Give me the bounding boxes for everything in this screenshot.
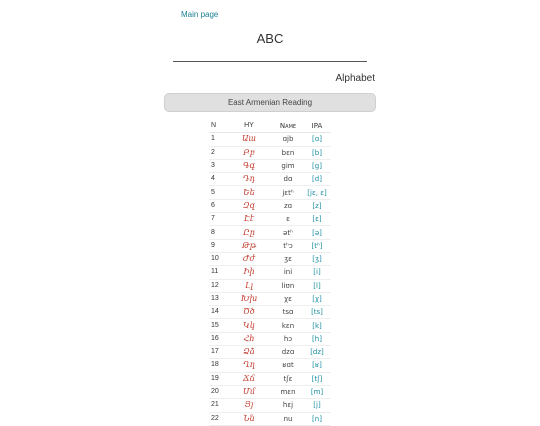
table-row xyxy=(209,239,331,252)
table-row xyxy=(209,146,331,159)
cell-ipa: [dz] xyxy=(303,346,331,359)
cell-ipa: [b] xyxy=(303,146,331,159)
cell-armenian-letter: Խխ xyxy=(225,292,273,305)
cell-letter-name: jɛtʰ xyxy=(273,186,303,199)
cell-armenian-letter: Յյ xyxy=(225,399,273,412)
cell-letter-name: mɛn xyxy=(273,385,303,398)
cell-letter-name: tʰɔ xyxy=(273,239,303,252)
table-row xyxy=(209,186,331,199)
table-row xyxy=(209,412,331,425)
cell-letter-name: ətʰ xyxy=(273,226,303,239)
cell-letter-name: dɑ xyxy=(273,173,303,186)
cell-armenian-letter: Նն xyxy=(225,412,273,425)
table-row xyxy=(209,306,331,319)
cell-number: 11 xyxy=(209,266,225,279)
cell-letter-name: dzɑ xyxy=(273,346,303,359)
column-header-n: N xyxy=(209,120,225,133)
cell-number: 1 xyxy=(209,133,225,146)
cell-ipa: [g] xyxy=(303,159,331,172)
table-row xyxy=(209,133,331,146)
cell-ipa: [m] xyxy=(303,385,331,398)
cell-letter-name: bɛn xyxy=(273,146,303,159)
table-row xyxy=(209,266,331,279)
cell-number: 6 xyxy=(209,199,225,212)
table-row xyxy=(209,226,331,239)
cell-number: 18 xyxy=(209,359,225,372)
cell-number: 16 xyxy=(209,332,225,345)
cell-number: 20 xyxy=(209,385,225,398)
cell-ipa: [ɑ] xyxy=(303,133,331,146)
cell-ipa: [i] xyxy=(303,266,331,279)
cell-ipa: [h] xyxy=(303,332,331,345)
cell-number: 8 xyxy=(209,226,225,239)
cell-number: 13 xyxy=(209,292,225,305)
cell-armenian-letter: Ժժ xyxy=(225,252,273,265)
cell-number: 10 xyxy=(209,252,225,265)
cell-letter-name: ɑjb xyxy=(273,133,303,146)
cell-number: 9 xyxy=(209,239,225,252)
cell-ipa: [k] xyxy=(303,319,331,332)
table-row xyxy=(209,252,331,265)
cell-armenian-letter: Կկ xyxy=(225,319,273,332)
cell-armenian-letter: Աա xyxy=(225,133,273,146)
cell-ipa: [ts] xyxy=(303,306,331,319)
title-divider xyxy=(173,61,367,62)
cell-letter-name: χɛ xyxy=(273,292,303,305)
page-title: ABC xyxy=(256,31,284,46)
cell-ipa: [ɛ] xyxy=(303,213,331,226)
table-row xyxy=(209,346,331,359)
cell-number: 15 xyxy=(209,319,225,332)
cell-ipa: [l] xyxy=(303,279,331,292)
cell-ipa: [d] xyxy=(303,173,331,186)
column-header-name: Name xyxy=(273,120,303,133)
cell-ipa: [tʃ] xyxy=(303,372,331,385)
east-armenian-reading-button[interactable]: East Armenian Reading xyxy=(164,93,376,112)
cell-number: 5 xyxy=(209,186,225,199)
main-page-link[interactable]: Main page xyxy=(181,10,219,19)
cell-letter-name: ʁɑt xyxy=(273,359,303,372)
cell-ipa: [n] xyxy=(303,412,331,425)
cell-ipa: [ʁ] xyxy=(303,359,331,372)
table-row xyxy=(209,319,331,332)
cell-letter-name: tsɑ xyxy=(273,306,303,319)
cell-number: 2 xyxy=(209,146,225,159)
table-row xyxy=(209,159,331,172)
cell-letter-name: hɔ xyxy=(273,332,303,345)
cell-letter-name: kɛn xyxy=(273,319,303,332)
cell-armenian-letter: Զզ xyxy=(225,199,273,212)
table-row xyxy=(209,292,331,305)
cell-ipa: [tʰ] xyxy=(303,239,331,252)
alphabet-table xyxy=(209,120,331,426)
cell-letter-name: hɛj xyxy=(273,399,303,412)
cell-letter-name: tʃɛ xyxy=(273,372,303,385)
cell-letter-name: liʊn xyxy=(273,279,303,292)
cell-armenian-letter: Թթ xyxy=(225,239,273,252)
table-row xyxy=(209,372,331,385)
cell-number: 12 xyxy=(209,279,225,292)
cell-number: 4 xyxy=(209,173,225,186)
cell-ipa: [χ] xyxy=(303,292,331,305)
column-header-hy: HY xyxy=(225,120,273,133)
cell-letter-name: gim xyxy=(273,159,303,172)
cell-letter-name: nu xyxy=(273,412,303,425)
table-row xyxy=(209,385,331,398)
cell-armenian-letter: Գգ xyxy=(225,159,273,172)
cell-ipa: [ʒ] xyxy=(303,252,331,265)
cell-number: 22 xyxy=(209,412,225,425)
cell-ipa: [ə] xyxy=(303,226,331,239)
cell-armenian-letter: Ըը xyxy=(225,226,273,239)
cell-ipa: [jɛ, ɛ] xyxy=(303,186,331,199)
cell-armenian-letter: Բբ xyxy=(225,146,273,159)
cell-armenian-letter: Մմ xyxy=(225,385,273,398)
cell-number: 7 xyxy=(209,213,225,226)
cell-number: 17 xyxy=(209,346,225,359)
cell-armenian-letter: Հհ xyxy=(225,332,273,345)
section-label: Alphabet xyxy=(335,73,375,84)
cell-armenian-letter: Դդ xyxy=(225,173,273,186)
cell-armenian-letter: Իի xyxy=(225,266,273,279)
cell-armenian-letter: Լլ xyxy=(225,279,273,292)
cell-number: 19 xyxy=(209,372,225,385)
table-row xyxy=(209,173,331,186)
cell-armenian-letter: Եե xyxy=(225,186,273,199)
table-row xyxy=(209,399,331,412)
cell-ipa: [z] xyxy=(303,199,331,212)
cell-letter-name: ɛ xyxy=(273,213,303,226)
cell-armenian-letter: Ձձ xyxy=(225,346,273,359)
cell-armenian-letter: Ղղ xyxy=(225,359,273,372)
cell-letter-name: ini xyxy=(273,266,303,279)
table-row xyxy=(209,359,331,372)
table-row xyxy=(209,213,331,226)
cell-armenian-letter: Ճճ xyxy=(225,372,273,385)
cell-letter-name: zɑ xyxy=(273,199,303,212)
cell-number: 21 xyxy=(209,399,225,412)
cell-number: 14 xyxy=(209,306,225,319)
table-row xyxy=(209,279,331,292)
table-row xyxy=(209,199,331,212)
table-row xyxy=(209,332,331,345)
column-header-ipa: IPA xyxy=(303,120,331,133)
table-header-row xyxy=(209,120,331,133)
cell-armenian-letter: Ծծ xyxy=(225,306,273,319)
cell-number: 3 xyxy=(209,159,225,172)
cell-ipa: [j] xyxy=(303,399,331,412)
cell-letter-name: ʒɛ xyxy=(273,252,303,265)
cell-armenian-letter: Էէ xyxy=(225,213,273,226)
